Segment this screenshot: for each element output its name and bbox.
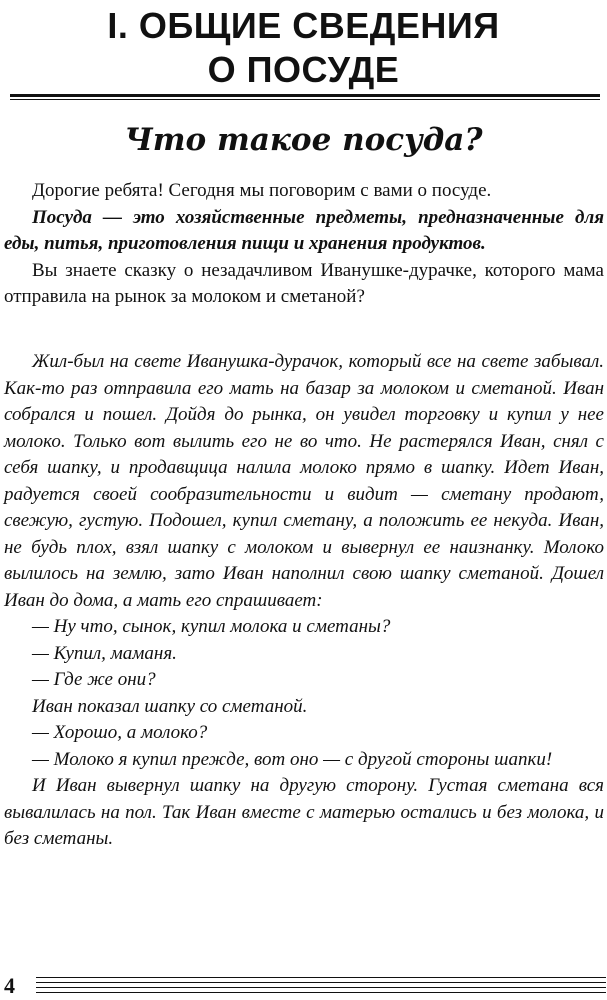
story-block <box>4 349 604 853</box>
header-rule-thin <box>10 99 600 100</box>
footer-rule <box>36 987 606 988</box>
chapter-title-line-2: О ПОСУДЕ <box>207 49 400 90</box>
story-paragraph: Иван показал шапку со сметаной. <box>32 695 308 717</box>
definition-paragraph: Посуда — это хозяйственные предметы, предназначенные для еды, питья, приготовления пищи и хранения продуктов. <box>4 206 604 254</box>
story-paragraph: — Молоко я купил прежде, вот оно — с другой стороны шапки! <box>32 748 553 770</box>
intro-question: Вы знаете сказку о незадачливом Иванушке-дурачке, которого мама отправила на рынок за молоком и сметаной? <box>4 259 604 307</box>
intro-block <box>4 178 604 311</box>
story-paragraph: — Хорошо, а молоко? <box>32 722 208 743</box>
footer-rule <box>36 992 606 993</box>
story-paragraph: Жил-был на свете Иванушка-дурачок, который все на свете забывал. Как-то раз отправила его мать на базар за молоком и сметаной. Иван собрался и пошел. Дойдя до рынка, он увидел торговку и купил у нее молоко. Только вот вылить его не во что. Не растерялся Иван, снял с себя шапку, и продавщица налила молоко прямо в шапку. Идет Иван, радуется своей сообразительности и видит — сметану продают, свежую, густую. Подошел, купил сметану, а положить ее некуда. Иван, не будь плох, взял шапку с молоком и вывернул ее наизнанку. Молоко вылилось на землю, зато Иван наполнил свою шапку сметаной. Дошел Иван до дома, а мать его спрашивает: <box>4 351 604 611</box>
intro-greeting: Дорогие ребята! Сегодня мы поговорим с вами о посуде. <box>32 180 492 201</box>
footer-rule <box>36 977 606 978</box>
story-paragraph: — Где же они? <box>32 669 156 690</box>
section-title: Что такое посуда? <box>124 122 483 158</box>
story-paragraph: — Ну что, сынок, купил молока и сметаны? <box>32 616 391 637</box>
story-paragraph: И Иван вывернул шапку на другую сторону. Густая сметана вся вывалилась на пол. Так Иван вместе с матерью остались и без молока, и без сметаны. <box>4 775 604 849</box>
story-paragraph: — Купил, маманя. <box>32 642 177 664</box>
page-number: 4 <box>4 973 15 998</box>
chapter-title-line-1: I. ОБЩИЕ СВЕДЕНИЯ <box>107 5 500 46</box>
chapter-title <box>0 4 607 92</box>
header-rule-thick <box>10 94 600 97</box>
footer-rule <box>36 982 606 983</box>
